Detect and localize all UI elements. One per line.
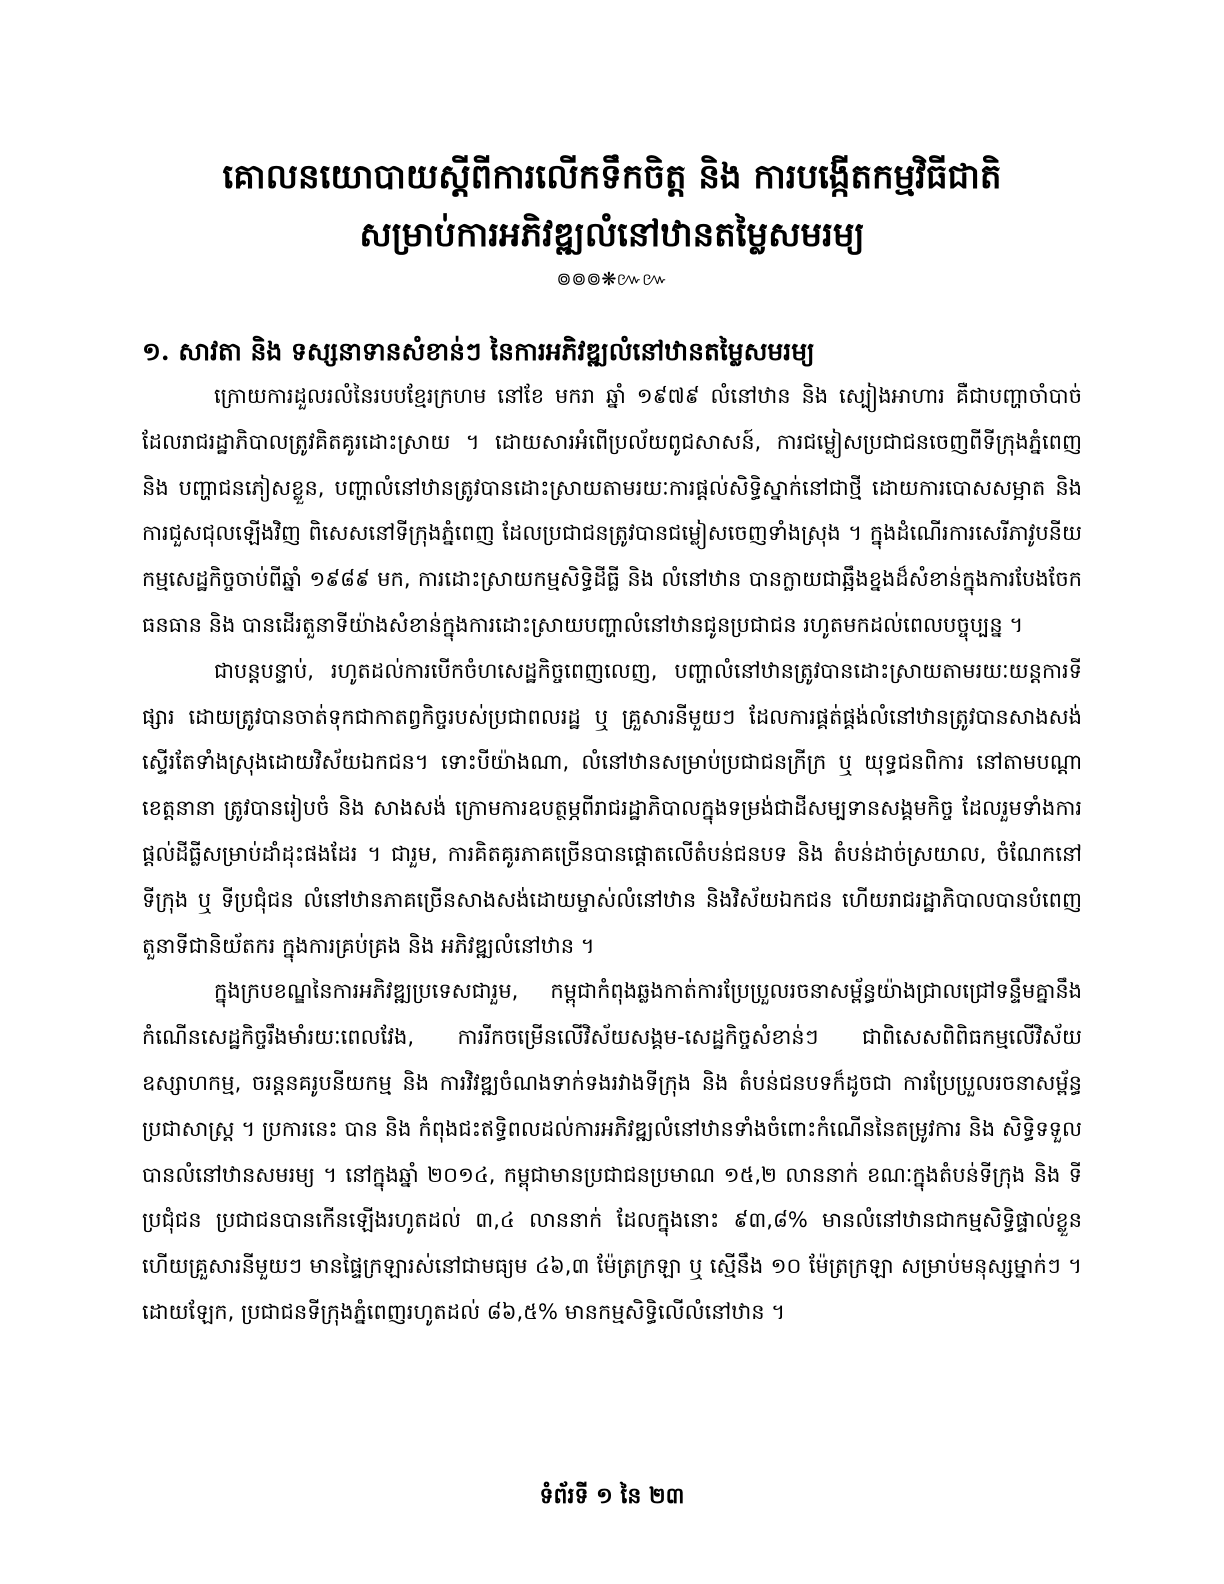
title-ornament: ៙៙៙❋៚៚ bbox=[556, 269, 668, 290]
document-title-line-2: សម្រាប់ការអភិវឌ្ឍលំនៅឋានតម្លៃសមរម្យ bbox=[359, 215, 865, 255]
paragraph: ក្នុងក្របខណ្ឌនៃការអភិវឌ្ឍប្រទេសជារួម, កម្ពុជាកំពុងឆ្លងកាត់ការប្រែប្រួលរចនាសម្ព័ន្ធយ៉ាងជ្រាលជ្រៅទន្ទឹមគ្នានឹងកំណើនសេដ្ឋកិច្ចរឹងមាំរយៈពេលវែង, ការរីកចម្រើនលើវិស័យសង្គម-សេដ្ឋកិច្ចសំខាន់ៗ ជាពិសេសពិពិធកម្មលើវិស័យឧស្សាហកម្ម, ចរន្តនគរូបនីយកម្ម និង ការវិវឌ្ឍចំណងទាក់ទងរវាងទីក្រុង និង តំបន់ជនបទក៏ដូចជា ការប្រែប្រួលរចនាសម្ព័ន្ធប្រជាសាស្ត្រ ។ ប្រការនេះ បាន និង កំពុងជះឥទ្ធិពលដល់ការអភិវឌ្ឍលំនៅឋានទាំងចំពោះកំណើននៃតម្រូវការ និង សិទ្ធិទទួលបានលំនៅឋានសមរម្យ ។ នៅក្នុងឆ្នាំ ២០១៤, កម្ពុជាមានប្រជាជនប្រមាណ ១៥,២ លាននាក់ ខណៈក្នុងតំបន់ទីក្រុង និង ទីប្រជុំជន ប្រជាជនបានកើនឡើងរហូតដល់ ៣,៤ លាននាក់ ដែលក្នុងនោះ ៩៣,៨% មានលំនៅឋានជាកម្មសិទ្ធិផ្ទាល់ខ្លួន ហើយគ្រួសារនីមួយៗ មានផ្ទៃក្រឡារស់នៅជាមធ្យម ៤៦,៣ ម៉ែត្រក្រឡា ឬ ស្មើនឹង ១០ ម៉ែត្រក្រឡា សម្រាប់មនុស្សម្នាក់ៗ ។ ដោយឡែក, ប្រជាជនទីក្រុងភ្នំពេញរហូតដល់ ៨៦,៥% មានកម្មសិទ្ធិលើលំនៅឋាន ។ bbox=[142, 979, 1082, 1324]
section-heading: ១. សាវតា និង ទស្សនាទានសំខាន់ៗ នៃការអភិវឌ្ឍលំនៅឋានតម្លៃសមរម្យ bbox=[142, 337, 815, 366]
paragraph: ក្រោយការដួលរលំនៃរបបខ្មែរក្រហម នៅខែ មករា ឆ្នាំ ១៩៧៩ លំនៅឋាន និង ស្បៀងអាហារ គឺជាបញ្ហាចាំបាច់ដែលរាជរដ្ឋាភិបាលត្រូវគិតគូរដោះស្រាយ ។ ដោយសារអំពើប្រល័យពូជសាសន៍, ការជម្លៀសប្រជាជនចេញពីទីក្រុងភ្នំពេញ និង បញ្ហាជនភៀសខ្លួន, បញ្ហាលំនៅឋានត្រូវបានដោះស្រាយតាមរយៈការផ្តល់សិទ្ធិស្នាក់នៅជាថ្មី ដោយការបោសសម្អាត និង ការជួសជុលឡើងវិញ ពិសេសនៅទីក្រុងភ្នំពេញ ដែលប្រជាជនត្រូវបានជម្លៀសចេញទាំងស្រុង ។ ក្នុងដំណើរការសេរីភាវូបនីយកម្មសេដ្ឋកិច្ចចាប់ពីឆ្នាំ ១៩៨៩ មក, ការដោះស្រាយកម្មសិទ្ធិដីធ្លី និង លំនៅឋាន បានក្លាយជាឆ្អឹងខ្នងដ៏សំខាន់ក្នុងការបែងចែកធនធាន និង បានដើរតួនាទីយ៉ាងសំខាន់ក្នុងការដោះស្រាយបញ្ហាលំនៅឋានជូនប្រជាជន រហូតមកដល់ពេលបច្ចុប្បន្ន ។ bbox=[142, 384, 1082, 637]
document-title-line-1: គោលនយោបាយស្តីពីការលើកទឹកចិត្ត និង ការបង្កើតកម្មវិធីជាតិ bbox=[222, 157, 1002, 197]
paragraph: ជាបន្តបន្ទាប់, រហូតដល់ការបើកចំហសេដ្ឋកិច្ចពេញលេញ, បញ្ហាលំនៅឋានត្រូវបានដោះស្រាយតាមរយៈយន្តការទីផ្សារ ដោយត្រូវបានចាត់ទុកជាកាតព្វកិច្ចរបស់ប្រជាពលរដ្ឋ ឬ គ្រួសារនីមួយៗ ដែលការផ្គត់ផ្គង់លំនៅឋានត្រូវបានសាងសង់ស្ទើរតែទាំងស្រុងដោយវិស័យឯកជន។ ទោះបីយ៉ាងណា, លំនៅឋានសម្រាប់ប្រជាជនក្រីក្រ ឬ យុទ្ធជនពិការ នៅតាមបណ្តាខេត្តនានា ត្រូវបានរៀបចំ និង សាងសង់ ក្រោមការឧបត្ថម្ភពីរាជរដ្ឋាភិបាលក្នុងទម្រង់ជាដីសម្បទានសង្គមកិច្ច ដែលរួមទាំងការផ្តល់ដីធ្លីសម្រាប់ដាំដុះផងដែរ ។ ជារួម, ការគិតគូរភាគច្រើនបានផ្តោតលើតំបន់ជនបទ និង តំបន់ដាច់ស្រយាល, ចំណែកនៅទីក្រុង ឬ ទីប្រជុំជន លំនៅឋានភាគច្រើនសាងសង់ដោយម្ចាស់លំនៅឋាន និងវិស័យឯកជន ហើយរាជរដ្ឋាភិបាលបានបំពេញតួនាទីជានិយ័តករ ក្នុងការគ្រប់គ្រង និង អភិវឌ្ឍលំនៅឋាន ។ bbox=[142, 658, 1082, 958]
page-number-footer: ទំព័រទី ១ នៃ ២៣ bbox=[539, 1483, 685, 1509]
title-block bbox=[0, 148, 1224, 294]
document-body bbox=[142, 330, 1082, 1336]
